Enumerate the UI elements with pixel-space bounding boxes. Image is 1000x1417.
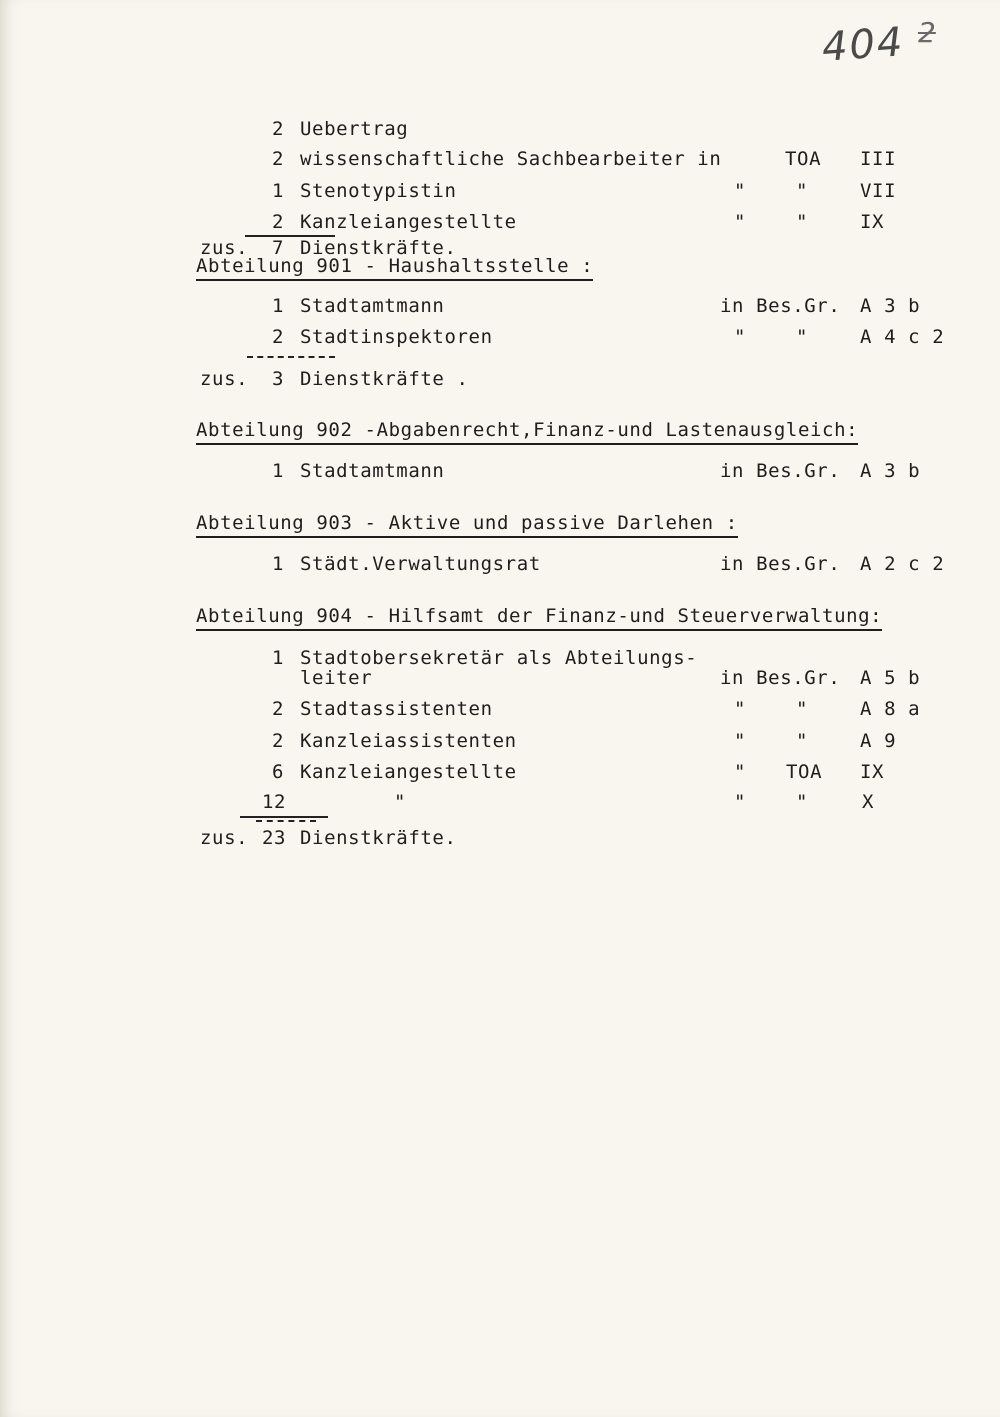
total-prefix: zus. (200, 237, 249, 259)
count: 1 (272, 460, 285, 482)
count: 6 (272, 761, 285, 783)
pay-group: in Bes.Gr. (720, 667, 841, 689)
section-header-903: Abteilung 903 - Aktive und passive Darlehen : (196, 511, 738, 538)
sum-rule (247, 356, 335, 358)
position-text: Kanzleiassistenten (300, 730, 517, 752)
position-text: Stadtamtmann (300, 460, 445, 482)
count: 2 (272, 730, 285, 752)
ditto-mark: " (734, 698, 747, 720)
count: 2 (272, 698, 285, 720)
total-text: Dienstkräfte . (300, 368, 469, 390)
section-header-904: Abteilung 904 - Hilfsamt der Finanz-und Steuerverwaltung: (196, 604, 882, 631)
section-header-902: Abteilung 902 -Abgabenrecht,Finanz-und Lastenausgleich: (196, 418, 858, 445)
position-text: Stadtobersekretär als Abteilungs- (300, 647, 698, 669)
grade: III (860, 148, 897, 170)
ditto-mark: " (734, 730, 747, 752)
position-text: Städt.Verwaltungsrat (300, 553, 541, 575)
ditto-mark: " (734, 791, 747, 813)
tariff-col: TOA (785, 148, 822, 170)
position-text: Kanzleiangestellte (300, 761, 517, 783)
grade: IX (860, 761, 885, 783)
count: 2 (272, 211, 285, 233)
grade: IX (860, 211, 885, 233)
ditto-mark: " (796, 211, 809, 233)
ditto-mark: " (796, 698, 809, 720)
grade: A 5 b (860, 667, 921, 689)
total-count: 23 (262, 827, 287, 849)
position-text: Kanzleiangestellte (300, 211, 517, 233)
count: 2 (272, 118, 285, 140)
grade: A 4 c 2 (860, 326, 945, 348)
count: 2 (272, 148, 285, 170)
ditto-mark: " (734, 326, 747, 348)
pay-group: in Bes.Gr. (720, 553, 841, 575)
count: 1 (272, 553, 285, 575)
count: 1 (272, 295, 285, 317)
count: 1 (272, 180, 285, 202)
pay-group: in Bes.Gr. (720, 460, 841, 482)
position-text: Uebertrag (300, 118, 409, 140)
ditto-mark: " (734, 761, 747, 783)
pay-group: in Bes.Gr. (720, 295, 841, 317)
ditto-mark: " (796, 180, 809, 202)
position-text-cont: leiter (300, 667, 373, 689)
section-header-901: Abteilung 901 - Haushaltsstelle : (196, 254, 593, 281)
position-text: wissenschaftliche Sachbearbeiter in (300, 148, 722, 170)
sum-rule-dashed (256, 820, 316, 822)
ditto-mark: " (796, 730, 809, 752)
sum-rule (240, 816, 328, 818)
ditto-mark: " (734, 211, 747, 233)
position-text: Stenotypistin (300, 180, 457, 202)
position-text: Stadtamtmann (300, 295, 445, 317)
total-text: Dienstkräfte. (300, 827, 457, 849)
total-count: 3 (272, 368, 285, 390)
position-text: Stadtassistenten (300, 698, 493, 720)
tariff-col: TOA (786, 761, 823, 783)
count: 2 (272, 326, 285, 348)
grade: VII (860, 180, 897, 202)
total-prefix: zus. (200, 368, 249, 390)
count: 1 (272, 647, 285, 669)
position-text: Stadtinspektoren (300, 326, 493, 348)
folio-number: 404 (820, 19, 906, 71)
total-text: Dienstkräfte. (300, 237, 457, 259)
grade: A 2 c 2 (860, 553, 945, 575)
folio-number-struck: 2 (918, 16, 936, 49)
grade: A 3 b (860, 460, 921, 482)
grade: A 3 b (860, 295, 921, 317)
total-count: 7 (272, 237, 285, 259)
count: 12 (262, 791, 287, 813)
ditto-mark: " (796, 791, 809, 813)
ditto-mark: " (394, 791, 407, 813)
grade: A 8 a (860, 698, 921, 720)
grade: X (862, 791, 875, 813)
total-prefix: zus. (200, 827, 249, 849)
ditto-mark: " (734, 180, 747, 202)
grade: A 9 (860, 730, 897, 752)
ditto-mark: " (796, 326, 809, 348)
